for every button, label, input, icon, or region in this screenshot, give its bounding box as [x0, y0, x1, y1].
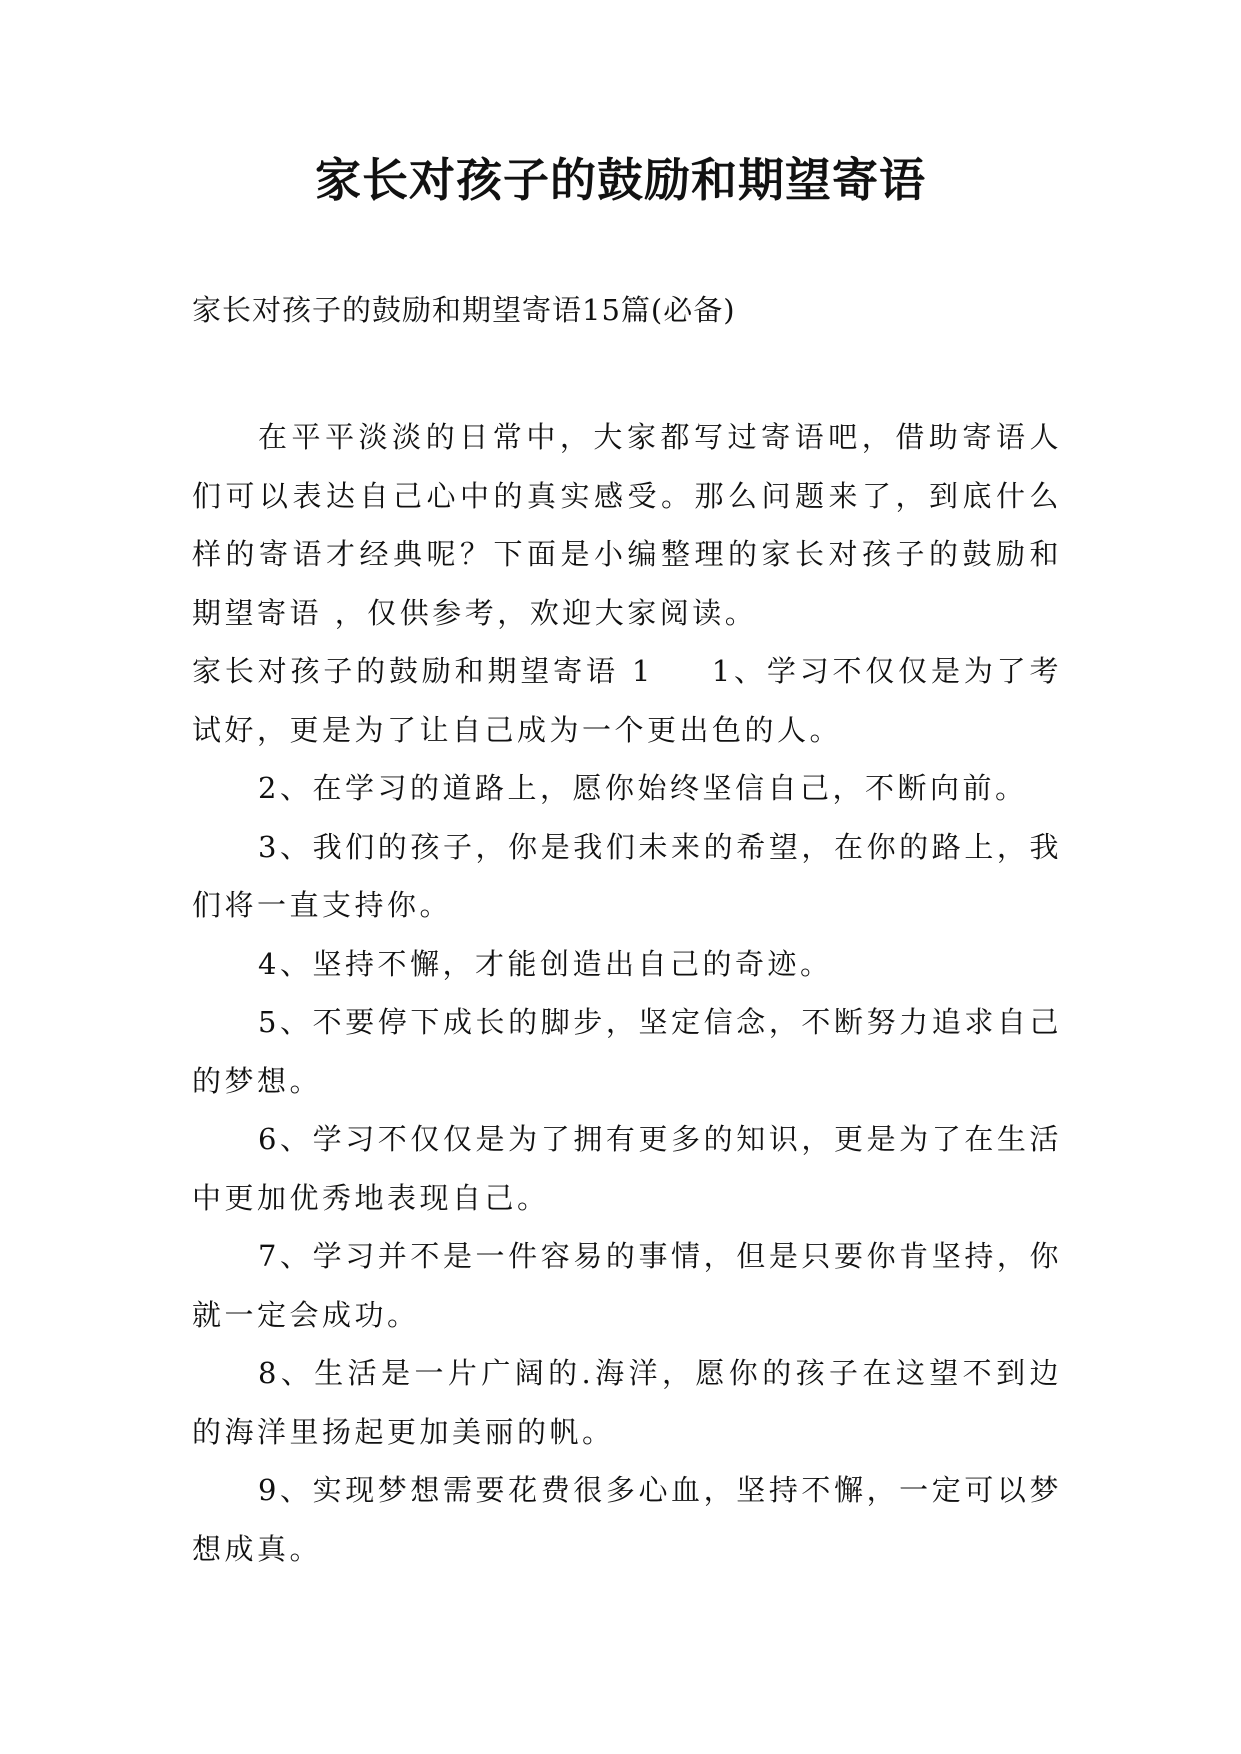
- list-item-4: 4、坚持不懈，才能创造出自己的奇迹。: [258, 946, 833, 981]
- list-item-8: 8、生活是一片广阔的.海洋，愿你的孩子在这望不到边的海洋里扬起更加美丽的帆。: [192, 1356, 1062, 1449]
- section-heading: 家长对孩子的鼓励和期望寄语 1: [192, 654, 654, 688]
- list-item-3: 3、我们的孩子，你是我们未来的希望，在你的路上，我们将一直支持你。: [192, 829, 1062, 922]
- list-item-6: 6、学习不仅仅是为了拥有更多的知识，更是为了在生活中更加优秀地表现自己。: [192, 1122, 1062, 1215]
- intro-paragraph: 在平平淡淡的日常中，大家都写过寄语吧，借助寄语人们可以表达自己心中的真实感受。那么问题来了，到底什么样的寄语才经典呢？下面是小编整理的家长对孩子的鼓励和期望寄语 ，仅供参考，欢迎大家阅读。: [192, 420, 1062, 630]
- list-item-1: 1、学习不仅仅是为了考试好，更是为了让自己成为一个更出色的人。: [192, 654, 1062, 747]
- list-item-9: 9、实现梦想需要花费很多心血，坚持不懈，一定可以梦想成真。: [192, 1473, 1062, 1566]
- section-1-paragraph: [192, 642, 1062, 759]
- document-body: [192, 408, 1062, 1578]
- list-item-2: 2、在学习的道路上，愿你始终坚信自己，不断向前。: [258, 771, 1028, 805]
- document-title: 家长对孩子的鼓励和期望寄语: [315, 153, 926, 207]
- document-subtitle: 家长对孩子的鼓励和期望寄语15篇(必备): [192, 293, 736, 327]
- list-item-7: 7、学习并不是一件容易的事情，但是只要你肯坚持，你就一定会成功。: [192, 1239, 1062, 1332]
- list-item-5: 5、不要停下成长的脚步，坚定信念，不断努力追求自己的梦想。: [192, 1005, 1062, 1098]
